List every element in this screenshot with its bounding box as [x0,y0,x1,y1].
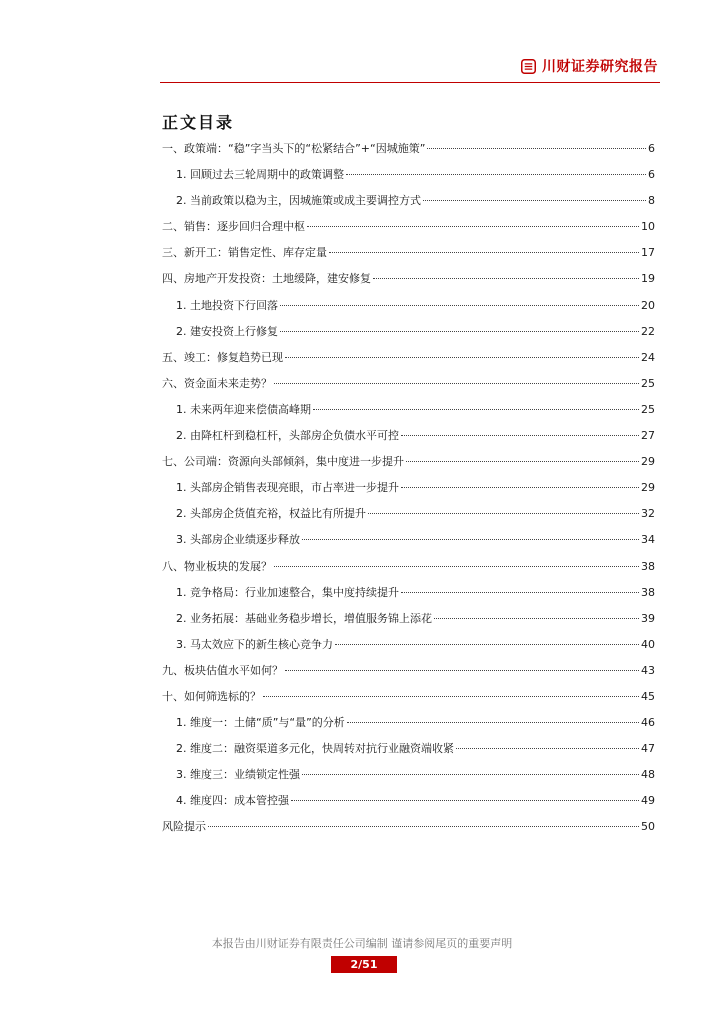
toc-leader-dots [313,409,639,410]
toc-leader-dots [329,252,639,253]
toc-entry[interactable] [162,166,655,192]
toc-entry-page: 47 [641,742,655,756]
toc-entry-label: 1. 头部房企销售表现亮眼，市占率进一步提升 [176,481,399,495]
toc-entry[interactable] [162,714,655,740]
toc-entry-page: 38 [641,559,655,573]
toc-entry[interactable] [162,375,655,401]
toc-entry-label: 2. 维度二：融资渠道多元化，快周转对抗行业融资端收紧 [176,742,454,756]
toc-entry-label: 风险提示 [162,820,206,834]
toc-entry-label: 1. 维度一：土储“质”与“量”的分析 [176,716,345,730]
toc-entry-page: 24 [641,350,655,364]
toc-entry[interactable] [162,401,655,427]
toc-entry-page: 27 [641,429,655,443]
toc-entry-page: 46 [641,716,655,730]
toc-leader-dots [307,226,639,227]
toc-entry-page: 10 [641,220,655,234]
toc-entry-page: 19 [641,272,655,286]
table-of-contents [162,140,655,845]
toc-entry-page: 22 [641,324,655,338]
toc-entry[interactable] [162,479,655,505]
toc-entry-page: 29 [641,481,655,495]
toc-entry-page: 8 [648,194,655,208]
toc-entry-label: 十、如何筛选标的？ [162,689,261,703]
toc-entry[interactable] [162,792,655,818]
chuancai-logo-icon [521,59,536,74]
toc-entry-label: 五、竣工：修复趋势已现 [162,350,283,364]
toc-entry-page: 48 [641,768,655,782]
toc-entry-page: 20 [641,298,655,312]
toc-entry[interactable] [162,218,655,244]
toc-entry-page: 43 [641,663,655,677]
toc-entry-label: 四、房地产开发投资：土地缓降，建安修复 [162,272,371,286]
toc-leader-dots [280,305,639,306]
toc-entry[interactable] [162,505,655,531]
toc-entry-label: 2. 由降杠杆到稳杠杆，头部房企负债水平可控 [176,429,399,443]
toc-leader-dots [291,800,639,801]
toc-entry-label: 一、政策端：“稳”字当头下的“松紧结合”+“因城施策” [162,142,426,155]
toc-leader-dots [263,696,639,697]
header-divider [160,82,660,83]
toc-entry-page: 6 [648,142,655,155]
toc-entry[interactable] [162,297,655,323]
toc-entry-label: 六、资金面未来走势？ [162,376,272,390]
toc-leader-dots [401,487,639,488]
toc-leader-dots [274,383,639,384]
toc-entry-page: 29 [641,455,655,469]
toc-leader-dots [423,200,646,201]
toc-entry-label: 1. 回顾过去三轮周期中的政策调整 [176,168,344,182]
toc-entry-page: 6 [648,168,655,182]
toc-leader-dots [401,435,639,436]
brand-name: 川财证券研究报告 [542,59,658,75]
page-number-badge: 2/51 [331,956,397,973]
toc-leader-dots [401,592,639,593]
toc-entry-page: 39 [641,611,655,625]
toc-leader-dots [302,774,639,775]
toc-entry-label: 2. 当前政策以稳为主，因城施策或成主要调控方式 [176,194,421,208]
toc-entry-label: 2. 建安投资上行修复 [176,324,278,338]
toc-entry-label: 2. 头部房企货值充裕，权益比有所提升 [176,507,366,521]
toc-leader-dots [456,748,639,749]
toc-entry-page: 45 [641,689,655,703]
toc-leader-dots [427,148,646,149]
toc-entry-label: 1. 土地投资下行回落 [176,298,278,312]
toc-entry-label: 七、公司端：资源向头部倾斜，集中度进一步提升 [162,455,404,469]
toc-entry[interactable] [162,636,655,662]
toc-leader-dots [373,278,639,279]
toc-entry-page: 34 [641,533,655,547]
toc-leader-dots [285,670,639,671]
toc-entry-page: 50 [641,820,655,834]
toc-entry[interactable] [162,323,655,349]
toc-leader-dots [346,174,646,175]
toc-entry-label: 2. 业务拓展：基础业务稳步增长，增值服务锦上添花 [176,611,432,625]
toc-entry[interactable] [162,558,655,584]
toc-entry-page: 38 [641,585,655,599]
toc-leader-dots [285,357,639,358]
toc-entry[interactable] [162,610,655,636]
toc-entry-label: 二、销售：逐步回归合理中枢 [162,220,305,234]
footer-disclaimer: 本报告由川财证券有限责任公司编制 谨请参阅尾页的重要声明 [211,937,513,950]
toc-entry-page: 25 [641,376,655,390]
toc-entry[interactable] [162,584,655,610]
toc-leader-dots [280,331,639,332]
toc-entry[interactable] [162,818,655,844]
toc-entry[interactable] [162,531,655,557]
toc-leader-dots [347,722,639,723]
toc-entry-label: 3. 马太效应下的新生核心竞争力 [176,637,333,651]
toc-entry-label: 4. 维度四：成本管控强 [176,794,289,808]
toc-entry[interactable] [162,244,655,270]
toc-leader-dots [274,566,639,567]
toc-entry[interactable] [162,140,655,166]
toc-entry-page: 49 [641,794,655,808]
page-header [521,56,658,76]
toc-entry-label: 九、板块估值水平如何？ [162,663,283,677]
toc-entry[interactable] [162,453,655,479]
toc-entry-label: 3. 头部房企业绩逐步释放 [176,533,300,547]
toc-leader-dots [434,618,639,619]
toc-entry[interactable] [162,662,655,688]
toc-entry[interactable] [162,270,655,296]
toc-entry-page: 32 [641,507,655,521]
toc-leader-dots [208,826,639,827]
toc-entry-page: 40 [641,637,655,651]
toc-entry-page: 17 [641,246,655,260]
toc-leader-dots [335,644,639,645]
toc-entry[interactable] [162,427,655,453]
toc-entry-label: 八、物业板块的发展？ [162,559,272,573]
toc-title: 正文目录 [162,113,235,132]
toc-entry-label: 1. 竞争格局：行业加速整合，集中度持续提升 [176,585,399,599]
toc-entry[interactable] [162,192,655,218]
toc-leader-dots [302,539,639,540]
toc-leader-dots [406,461,639,462]
toc-entry[interactable] [162,349,655,375]
toc-entry[interactable] [162,766,655,792]
toc-entry[interactable] [162,688,655,714]
toc-entry-label: 三、新开工：销售定性、库存定量 [162,246,327,260]
toc-entry[interactable] [162,740,655,766]
toc-entry-page: 25 [641,402,655,416]
toc-leader-dots [368,513,639,514]
toc-entry-label: 1. 未来两年迎来偿债高峰期 [176,402,311,416]
toc-entry-label: 3. 维度三：业绩锁定性强 [176,768,300,782]
